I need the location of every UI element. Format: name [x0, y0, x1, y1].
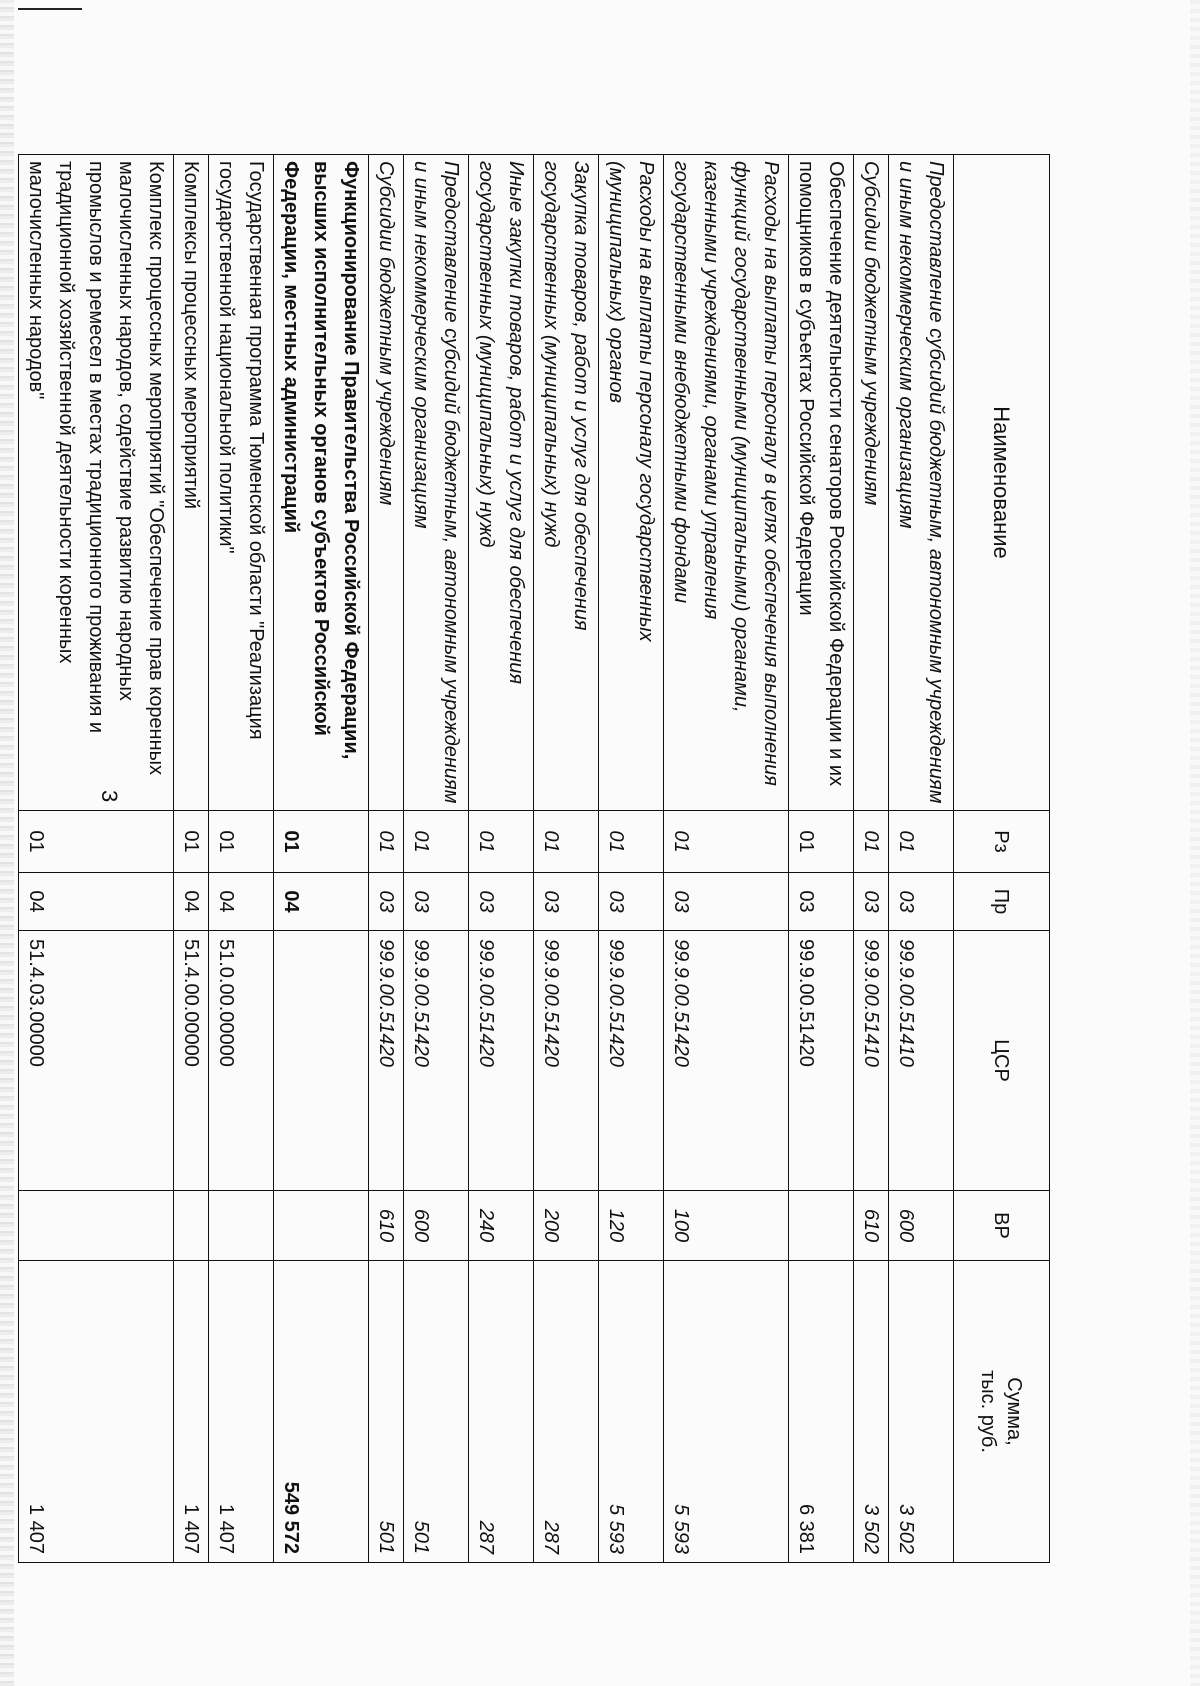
cell-sum: 287 [469, 1261, 534, 1563]
cell-vr [19, 1191, 174, 1261]
cell-name: Закупка товаров, работ и услуг для обеспечения государственных (муниципальных) нужд [534, 155, 599, 811]
table-header-row [954, 155, 1050, 1563]
cell-rz: 01 [404, 811, 469, 873]
cell-sum: 5 593 [664, 1261, 789, 1563]
cell-pr: 03 [369, 873, 404, 931]
cell-csr: 51.4.00.00000 [174, 931, 209, 1191]
header-rz: Рз [954, 811, 1050, 873]
table-row [599, 155, 664, 1563]
cell-vr [174, 1191, 209, 1261]
cell-name: Расходы на выплаты персоналу государственных (муниципальных) органов [599, 155, 664, 811]
header-vr: ВР [954, 1191, 1050, 1261]
cell-pr: 03 [469, 873, 534, 931]
cell-name: Функционирование Правительства Российской Федерации, высших исполнительных органов субъектов Российской Федерации, местных администраций [274, 155, 369, 811]
header-sum [954, 1261, 1050, 1563]
cell-vr: 200 [534, 1191, 599, 1261]
cell-vr: 100 [664, 1191, 789, 1261]
cell-pr: 04 [174, 873, 209, 931]
header-pr: Пр [954, 873, 1050, 931]
cell-sum: 6 381 [789, 1261, 854, 1563]
header-sum-line1: Сумма, [1003, 1377, 1026, 1446]
table-row [534, 155, 599, 1563]
cell-vr: 600 [404, 1191, 469, 1261]
cell-csr [274, 931, 369, 1191]
table-row [789, 155, 854, 1563]
cell-name: Обеспечение деятельности сенаторов Российской Федерации и их помощников в субъектах Российской Федерации [789, 155, 854, 811]
cell-rz: 01 [274, 811, 369, 873]
cell-csr: 99.9.00.51420 [789, 931, 854, 1191]
cell-csr: 99.9.00.51420 [599, 931, 664, 1191]
table-body [19, 155, 954, 1563]
header-sum-line2: тыс. руб. [977, 1370, 1000, 1453]
cell-rz: 01 [19, 811, 174, 873]
cell-vr: 120 [599, 1191, 664, 1261]
cell-csr: 99.9.00.51410 [854, 931, 889, 1191]
cell-rz: 01 [534, 811, 599, 873]
table-row [209, 155, 274, 1563]
cell-name: Предоставление субсидий бюджетным, автономным учреждениям и иным некоммерческим организациям [889, 155, 954, 811]
cell-pr: 03 [664, 873, 789, 931]
header-name: Наименование [954, 155, 1050, 811]
cell-name: Субсидии бюджетным учреждениям [369, 155, 404, 811]
cell-rz: 01 [469, 811, 534, 873]
table-row [664, 155, 789, 1563]
cell-name: Субсидии бюджетным учреждениям [854, 155, 889, 811]
cell-pr: 04 [209, 873, 274, 931]
cell-pr: 04 [274, 873, 369, 931]
cell-sum: 1 407 [174, 1261, 209, 1563]
cell-rz: 01 [889, 811, 954, 873]
cell-rz: 01 [854, 811, 889, 873]
cell-name: Комплексы процессных мероприятий [174, 155, 209, 811]
cell-pr: 03 [854, 873, 889, 931]
cell-csr: 51.0.00.00000 [209, 931, 274, 1191]
budget-table [18, 154, 1050, 1563]
cell-name: Иные закупки товаров, работ и услуг для обеспечения государственных (муниципальных) нужд [469, 155, 534, 811]
table-row [369, 155, 404, 1563]
cell-sum: 501 [404, 1261, 469, 1563]
cell-sum: 3 502 [854, 1261, 889, 1563]
cell-vr: 600 [889, 1191, 954, 1261]
cell-csr: 99.9.00.51420 [469, 931, 534, 1191]
cell-rz: 01 [789, 811, 854, 873]
table-row [19, 155, 174, 1563]
cell-pr: 03 [534, 873, 599, 931]
cell-csr: 51.4.03.00000 [19, 931, 174, 1191]
cell-name: Расходы на выплаты персоналу в целях обеспечения выполнения функций государственными (муниципальными) органами, казенными учреждениями, органами управления государственными внебюджетными фондами [664, 155, 789, 811]
table-row [469, 155, 534, 1563]
table-row [889, 155, 954, 1563]
cell-name: Предоставление субсидий бюджетным, автономным учреждениям и иным некоммерческим организациям [404, 155, 469, 811]
cell-csr: 99.9.00.51420 [664, 931, 789, 1191]
cell-rz: 01 [599, 811, 664, 873]
cell-rz: 01 [209, 811, 274, 873]
cell-sum: 1 407 [209, 1261, 274, 1563]
cell-sum: 287 [534, 1261, 599, 1563]
cell-rz: 01 [174, 811, 209, 873]
cell-vr [209, 1191, 274, 1261]
cell-csr: 99.9.00.51420 [534, 931, 599, 1191]
cell-pr: 03 [889, 873, 954, 931]
table-row [404, 155, 469, 1563]
cell-name: Государственная программа Тюменской области "Реализация государственной национальной политики" [209, 155, 274, 811]
page-number: 3 [97, 790, 122, 803]
cell-rz: 01 [664, 811, 789, 873]
cell-rz: 01 [369, 811, 404, 873]
cell-vr [789, 1191, 854, 1261]
cell-sum: 1 407 [19, 1261, 174, 1563]
cell-csr: 99.9.00.51410 [889, 931, 954, 1191]
cell-sum: 549 572 [274, 1261, 369, 1563]
cell-csr: 99.9.00.51420 [369, 931, 404, 1191]
cell-pr: 03 [789, 873, 854, 931]
cell-pr: 03 [404, 873, 469, 931]
cell-name: Комплекс процессных мероприятий "Обеспечение прав коренных малочисленных народов, содействие развитию народных промыслов и ремесел в местах традиционного проживания и традиционной хозяйственной деятельности коренных малочисленных народов" [19, 155, 174, 811]
table-row [854, 155, 889, 1563]
cell-pr: 03 [599, 873, 664, 931]
table-row [274, 155, 369, 1563]
cell-sum: 501 [369, 1261, 404, 1563]
cell-sum: 5 593 [599, 1261, 664, 1563]
cell-vr: 240 [469, 1191, 534, 1261]
cell-csr: 99.9.00.51420 [404, 931, 469, 1191]
table-row [174, 155, 209, 1563]
cell-sum: 3 502 [889, 1261, 954, 1563]
cell-vr: 610 [369, 1191, 404, 1261]
cell-vr [274, 1191, 369, 1261]
cell-vr: 610 [854, 1191, 889, 1261]
cell-pr: 04 [19, 873, 174, 931]
header-csr: ЦСР [954, 931, 1050, 1191]
